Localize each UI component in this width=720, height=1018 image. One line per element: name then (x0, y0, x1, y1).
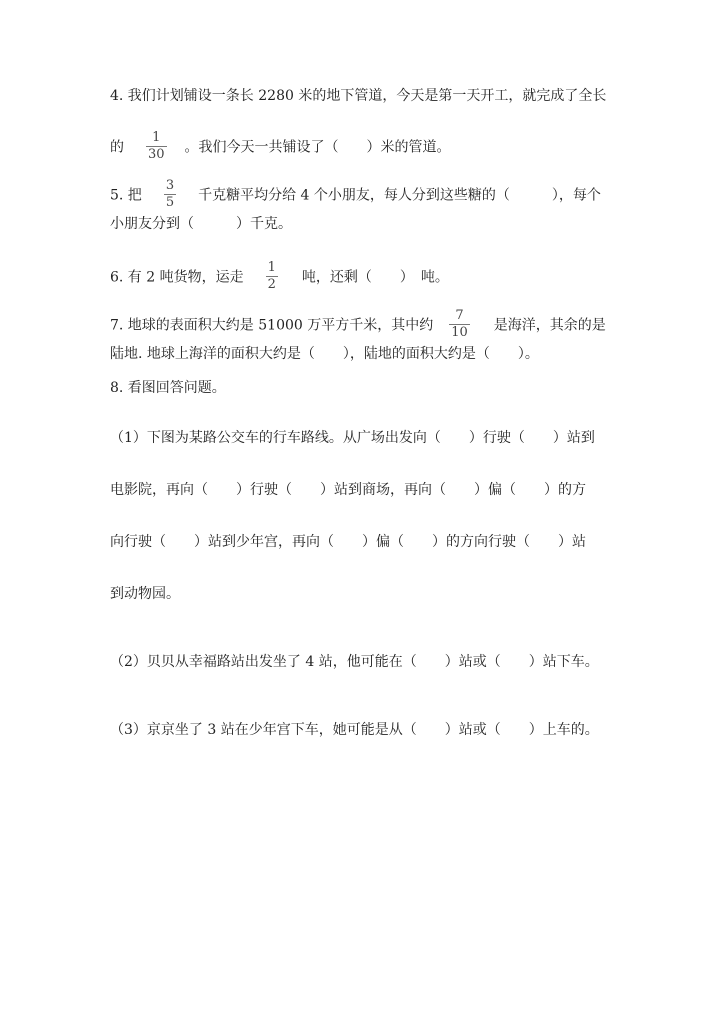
q5-line-1 (110, 178, 601, 210)
q5-text-after: 千克糖平均分给 4 个小朋友，每人分到这些糖的（ ），每个 (198, 187, 601, 204)
q4-line-2 (110, 130, 451, 162)
q5-fraction (164, 179, 176, 210)
q7-fraction-denominator: 10 (451, 325, 468, 340)
q8-part3: （3）京京坐了 3 站在少年宫下车，她可能是从（ ）站或（ ）上车的。 (110, 722, 599, 738)
q6-text-after: 吨，还剩（ ） 吨。 (301, 269, 449, 286)
q7-fraction-numerator: 7 (455, 308, 464, 323)
q4-fraction (146, 131, 167, 162)
q7-text-before: 7. 地球的表面积大约是 51000 万平方千米，其中约 (110, 317, 434, 334)
q8-part1-line-2: 电影院，再向（ ）行驶（ ）站到商场，再向（ ）偏（ ）的方 (110, 482, 586, 498)
q7-line-2: 陆地. 地球上海洋的面积大约是（ ），陆地的面积大约是（ ）。 (110, 346, 539, 362)
q6-fraction-denominator: 2 (267, 277, 276, 292)
q6-text-before: 6. 有 2 吨货物，运走 (110, 269, 244, 286)
q4-line-1: 4. 我们计划铺设一条长 2280 米的地下管道，今天是第一天开工，就完成了全长 (110, 88, 607, 104)
q4-text-after: 。我们今天一共铺设了（ ）米的管道。 (184, 139, 451, 156)
q8-part1-line-4: 到动物园。 (110, 586, 180, 602)
q4-fraction-numerator: 1 (152, 130, 161, 145)
q5-text-before: 5. 把 (110, 187, 142, 204)
q7-line-1 (110, 308, 606, 340)
q6-fraction-numerator: 1 (267, 260, 276, 275)
q8-part1-line-3: 向行驶（ ）站到少年宫，再向（ ）偏（ ）的方向行驶（ ）站 (110, 534, 586, 550)
q8-part1-line-1: （1）下图为某路公交车的行车路线。从广场出发向（ ）行驶（ ）站到 (110, 430, 595, 446)
q4-text-before: 的 (110, 139, 124, 156)
q8-title: 8. 看图回答问题。 (110, 380, 226, 396)
q7-text-after: 是海洋，其余的是 (493, 317, 606, 334)
q5-fraction-denominator: 5 (165, 195, 175, 210)
q5-line-2: 小朋友分到（ ）千克。 (110, 216, 292, 232)
q5-fraction-numerator: 3 (165, 178, 175, 193)
q6-line (110, 260, 449, 292)
q7-fraction (449, 309, 470, 340)
q6-fraction (266, 261, 278, 292)
q8-part2: （2）贝贝从幸福路站出发坐了 4 站，他可能在（ ）站或（ ）站下车。 (110, 654, 599, 670)
q4-fraction-denominator: 30 (148, 147, 165, 162)
